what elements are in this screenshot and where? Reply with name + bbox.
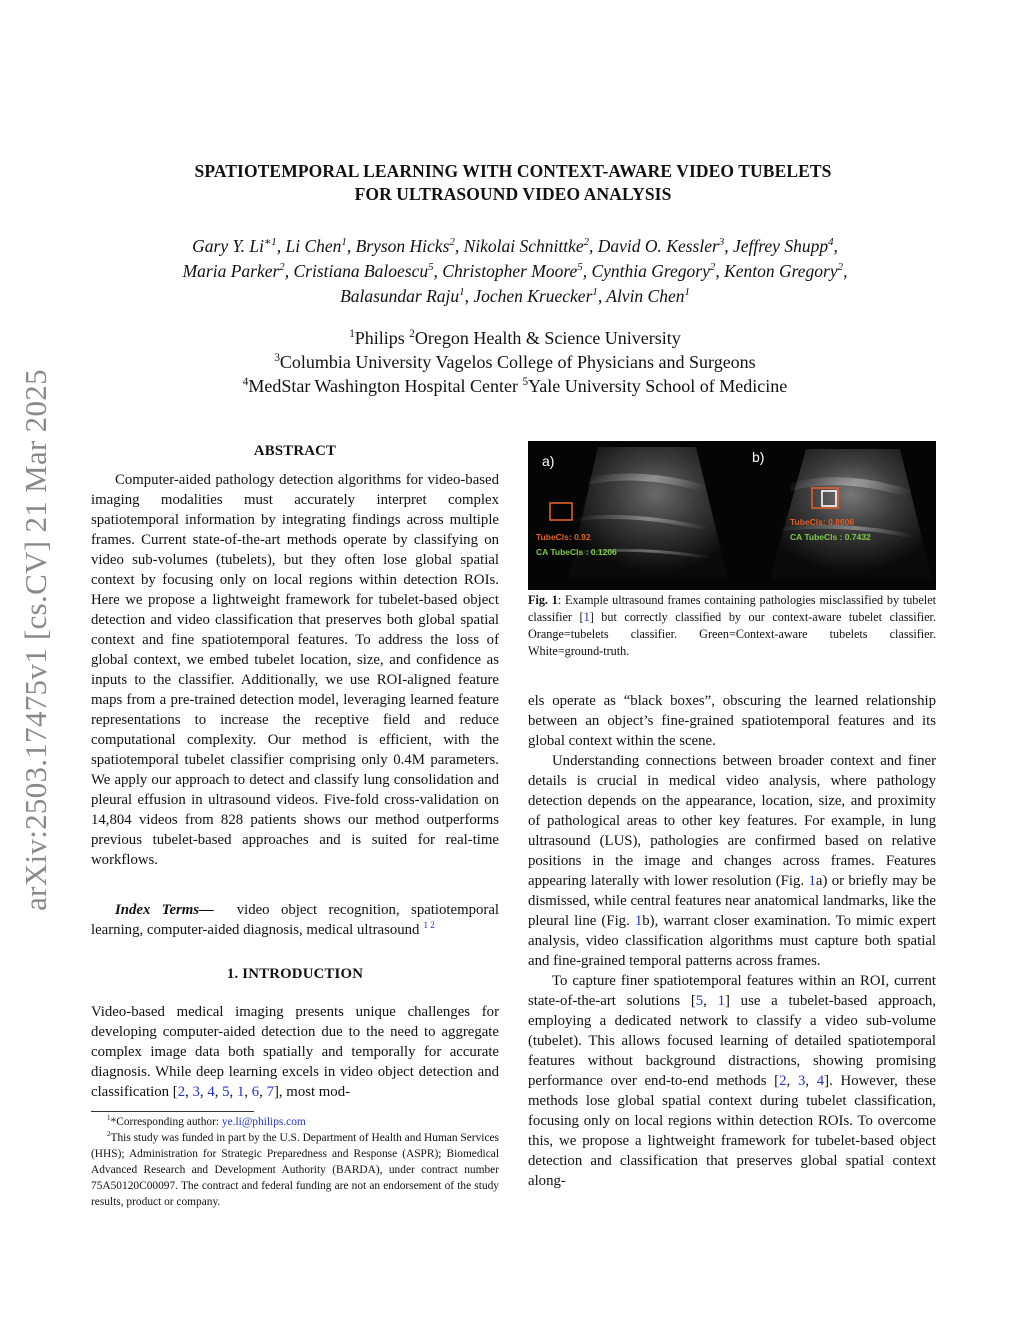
author-sep: , xyxy=(589,236,598,256)
affiliation: MedStar Washington Hospital Center xyxy=(248,376,523,396)
affiliation: Columbia University Vagelos College of Physicians and Surgeons xyxy=(279,352,756,372)
index-terms xyxy=(91,900,499,940)
author-sep: , xyxy=(724,236,733,256)
author-sep: , xyxy=(464,286,474,306)
intro-right-p2-a: Understanding connections between broader context and finer details is crucial in medical video analysis, where pathology detection depends on the appearance, location, size, and proximity of pathological areas to other key features. For example, in lung ultrasound (LUS), pathologies are confirmed based on relative positions in the image and changes across frames. Features appearing laterally with lower resolution (Fig. xyxy=(528,753,936,889)
author-affil-mark: 2 xyxy=(709,261,716,274)
author: Kenton Gregory xyxy=(724,261,838,281)
figure-1-caption xyxy=(528,592,936,660)
paper-title xyxy=(100,160,926,206)
title-line-2: FOR ULTRASOUND VIDEO ANALYSIS xyxy=(354,184,672,204)
intro-p1-end: ], most mod- xyxy=(273,1084,351,1100)
author: Jochen Kruecker xyxy=(473,286,593,306)
author-affil-mark: 4 xyxy=(828,236,834,249)
index-terms-label: Index Terms— xyxy=(115,902,214,918)
intro-right-p3-a: To capture finer spatiotemporal features within an ROI, current state-of-the-art solutions [ xyxy=(528,973,936,1009)
author-sep: , xyxy=(276,236,286,256)
intro-right-p2-b: a) or briefly may be dismissed, while central features near anatomical landmarks, like the pleural line (Fig. xyxy=(528,873,936,929)
citation-link[interactable]: 2 xyxy=(177,1084,186,1100)
citation-link[interactable]: 3 xyxy=(192,1084,200,1100)
panel-a-label: a) xyxy=(542,453,555,469)
abstract-body xyxy=(91,470,499,870)
author: David O. Kessler xyxy=(597,236,719,256)
affil-mark: 3 xyxy=(274,352,280,364)
footnote-divider xyxy=(91,1111,254,1112)
author-list xyxy=(100,234,930,309)
citation-link[interactable]: 4 xyxy=(207,1084,215,1100)
title-line-1: SPATIOTEMPORAL LEARNING WITH CONTEXT-AWARE VIDEO TUBELETS xyxy=(194,161,832,181)
caption-label: Fig. 1 xyxy=(528,593,558,607)
arxiv-identifier: arXiv:2503.17475v1 [cs.CV] 21 Mar 2025 xyxy=(18,369,53,911)
author-sep: , xyxy=(597,286,607,306)
intro-right-p3-c: ]. However, these methods lose global spatial context during tubelet classification, focusing only on local regions within detection ROIs. To overcome this, we propose a lightweight framework for tubelet-based object detection and classification that preserves global spatial context along- xyxy=(528,1073,936,1189)
citation-link[interactable]: 6 xyxy=(251,1084,260,1100)
author-sep: , xyxy=(346,236,356,256)
author-line-2 xyxy=(100,259,930,284)
author-sep: , xyxy=(454,236,464,256)
author: Bryson Hicks xyxy=(355,236,450,256)
intro-right-p2-c: b), warrant closer examination. To mimic expert analysis, video classification algorithms must capture both spatial and fine-grained temporal patterns across frames. xyxy=(528,913,936,969)
figure-1-image xyxy=(528,441,936,590)
author: Balasundar Raju xyxy=(340,286,460,306)
author: Li Chen xyxy=(285,236,342,256)
affil-mark: 2 xyxy=(409,328,415,340)
affil-mark: 4 xyxy=(242,376,249,388)
figure-ref-link[interactable]: 1 xyxy=(808,873,816,889)
abstract-heading: ABSTRACT xyxy=(253,443,337,459)
author-affil-mark: 3 xyxy=(718,236,725,249)
citation-link[interactable]: 1 xyxy=(717,993,726,1009)
author: Cynthia Gregory xyxy=(591,261,710,281)
author-line-3 xyxy=(100,284,930,309)
author-line-1 xyxy=(100,234,930,259)
footnote-1-text: *Corresponding author: xyxy=(110,1116,222,1128)
author-sep: , xyxy=(843,261,848,281)
affil-mark: 1 xyxy=(349,328,355,340)
citation-link[interactable]: 7 xyxy=(266,1084,274,1100)
author-sep: , xyxy=(582,261,592,281)
intro-right-p2 xyxy=(528,751,936,971)
author: Jeffrey Shupp xyxy=(732,236,829,256)
citation-link[interactable]: 1 xyxy=(236,1084,245,1100)
author: Cristiana Baloescu xyxy=(293,261,429,281)
caption-text-a: : Example ultrasound frames containing pathologies misclassified by tubelet classifier [ xyxy=(528,593,936,624)
citation-link[interactable]: 2 xyxy=(779,1073,787,1089)
author-affil-mark: 2 xyxy=(583,236,590,249)
author-affil-mark: 1 xyxy=(459,286,465,299)
author: Christopher Moore xyxy=(442,261,578,281)
author-sep: , xyxy=(284,261,294,281)
author: Alvin Chen xyxy=(606,286,685,306)
citation-link[interactable]: 5 xyxy=(222,1084,230,1100)
author-affil-mark: 2 xyxy=(837,261,844,274)
citation-link[interactable]: 3 xyxy=(797,1073,806,1089)
affiliations xyxy=(100,326,930,398)
author-affil-mark: ∗1 xyxy=(263,236,277,249)
author-sep: , xyxy=(433,261,443,281)
author: Nikolai Schnittke xyxy=(463,236,584,256)
caption-text-b: ] but correctly classified by our context-aware tubelet classifier. Orange=tubelets classifier. Green=Context-aware tubelets classifier. White=ground-truth. xyxy=(528,610,936,658)
introduction-heading: 1. INTRODUCTION xyxy=(226,966,364,982)
author-sep: , xyxy=(715,261,725,281)
affiliation-line-2 xyxy=(100,350,930,374)
introduction-left: Video-based medical imaging presents unique challenges for developing computer-aided detection due to the need to aggregate complex image data both spatially and temporally for accurate diagnosis. While deep learning excels in video object detection and classification [2, 3, 4, 5, 1, 6, 7], most mod- xyxy=(91,1004,499,1100)
index-terms-text: video object recognition, spatiotemporal learning, computer-aided diagnosis, medical ultrasound xyxy=(91,902,499,938)
intro-p1-start: Video-based medical imaging presents unique challenges for developing computer-aided detection due to the need to aggregate complex image data both spatially and temporally for accurate diagnosis. While deep learning excels in video object detection and classification [ xyxy=(91,1004,499,1100)
author: Gary Y. Li xyxy=(192,236,264,256)
intro-right-p3-b: ] use a tubelet-based approach, employing a dedicated network to classify a video sub-volume (tubelet). This allows focused learning of detailed spatiotemporal features without background distractions, showing promising performance over end-to-end methods [ xyxy=(528,993,936,1089)
affiliation: Philips xyxy=(354,328,410,348)
author-affil-mark: 2 xyxy=(449,236,455,249)
index-terms-footnote-refs[interactable]: 1 2 xyxy=(423,920,435,931)
arxiv-side-stamp xyxy=(8,340,64,940)
footnote-mark: 1 xyxy=(107,1114,111,1123)
ultrasound-frames-figure xyxy=(528,441,936,590)
affiliation-line-3 xyxy=(100,374,930,398)
figure-ref-link[interactable]: 1 xyxy=(634,913,643,929)
author-affil-mark: 1 xyxy=(684,286,690,299)
citation-link[interactable]: 4 xyxy=(816,1073,825,1089)
introduction-right xyxy=(528,691,936,1191)
panel-b-tubecls-score: TubeCls: 0.8606 xyxy=(790,517,855,527)
author-affil-mark: 1 xyxy=(341,236,347,249)
footnote-mark: 2 xyxy=(107,1130,111,1139)
panel-a-tubecls-score: TubeCls: 0.92 xyxy=(536,532,591,542)
citation-link[interactable]: 5 xyxy=(695,993,704,1009)
author-affil-mark: 2 xyxy=(279,261,285,274)
affiliation: Oregon Health & Science University xyxy=(414,328,681,348)
panel-b-ca-tubecls-score: CA TubeCls : 0.7432 xyxy=(790,532,871,542)
author: Maria Parker xyxy=(182,261,280,281)
affiliation-line-1 xyxy=(100,326,930,350)
corresponding-email-link[interactable]: ye.li@philips.com xyxy=(221,1116,306,1128)
author-affil-mark: 5 xyxy=(577,261,583,274)
footnote-2-text: This study was funded in part by the U.S. Department of Health and Human Services (HHS); Administration for Strategic Preparedness and Response (ASPR); Biomedical Advanced Research and Development Authority (BARDA), under contract number 75A50120C00097. The contract and federal funding are not an endorsement of the study results, product or company. xyxy=(91,1132,499,1208)
author-affil-mark: 1 xyxy=(592,286,598,299)
panel-a-ca-tubecls-score: CA TubeCls : 0.1206 xyxy=(536,547,617,557)
affiliation: Yale University School of Medicine xyxy=(528,376,788,396)
panel-b-label: b) xyxy=(752,449,765,465)
intro-right-p1: els operate as “black boxes”, obscuring the learned relationship between an object’s fine-grained spatiotemporal features and its global context within the scene. xyxy=(528,693,936,749)
abstract-text: Computer-aided pathology detection algorithms for video-based imaging modalities must accurately interpret complex spatiotemporal information by integrating findings across multiple frames. Current state-of-the-art methods operate by classifying on video sub-volumes (tubelets), but they often lose global spatial context by focusing only on local regions within detection ROIs. Here we propose a lightweight framework for tubelet-based object detection and video classification that preserves both global spatial context and fine spatiotemporal features. To address the loss of global context, we embed tubelet location, size, and confidence as inputs to the classifier. Additionally, we use ROI-aligned feature maps from a pre-trained detection model, leveraging learned feature representations to increase the receptive field and reduce computational complexity. Our method is efficient, with the spatiotemporal tubelet classifier comprising only 0.4M parameters. We apply our approach to detect and classify lung consolidation and pleural effusion in ultrasound videos. Five-fold cross-validation on 14,804 videos from 828 patients shows our method outperforms previous tubelet-based approaches and is suited for real-time workflows. xyxy=(91,472,499,868)
intro-right-p3: To capture finer spatiotemporal features within an ROI, current state-of-the-art solutions [5, 1] use a tubelet-based approach, employing a dedicated network to classify a video sub-volume (tubelet). This allows focused learning of detailed spatiotemporal features without background distractions, showing promising performance over end-to-end methods [2, 3, 4]. However, these methods lose global spatial context during tubelet classification, focusing only on local regions within detection ROIs. To overcome this, we propose a lightweight framework for tubelet-based object detection and classification that preserves global spatial context along- xyxy=(528,973,936,1189)
footnotes xyxy=(91,1114,499,1210)
citation-link[interactable]: 1 xyxy=(583,610,590,624)
author-affil-mark: 5 xyxy=(428,261,434,274)
affil-mark: 5 xyxy=(522,376,529,388)
author-sep: , xyxy=(833,236,838,256)
